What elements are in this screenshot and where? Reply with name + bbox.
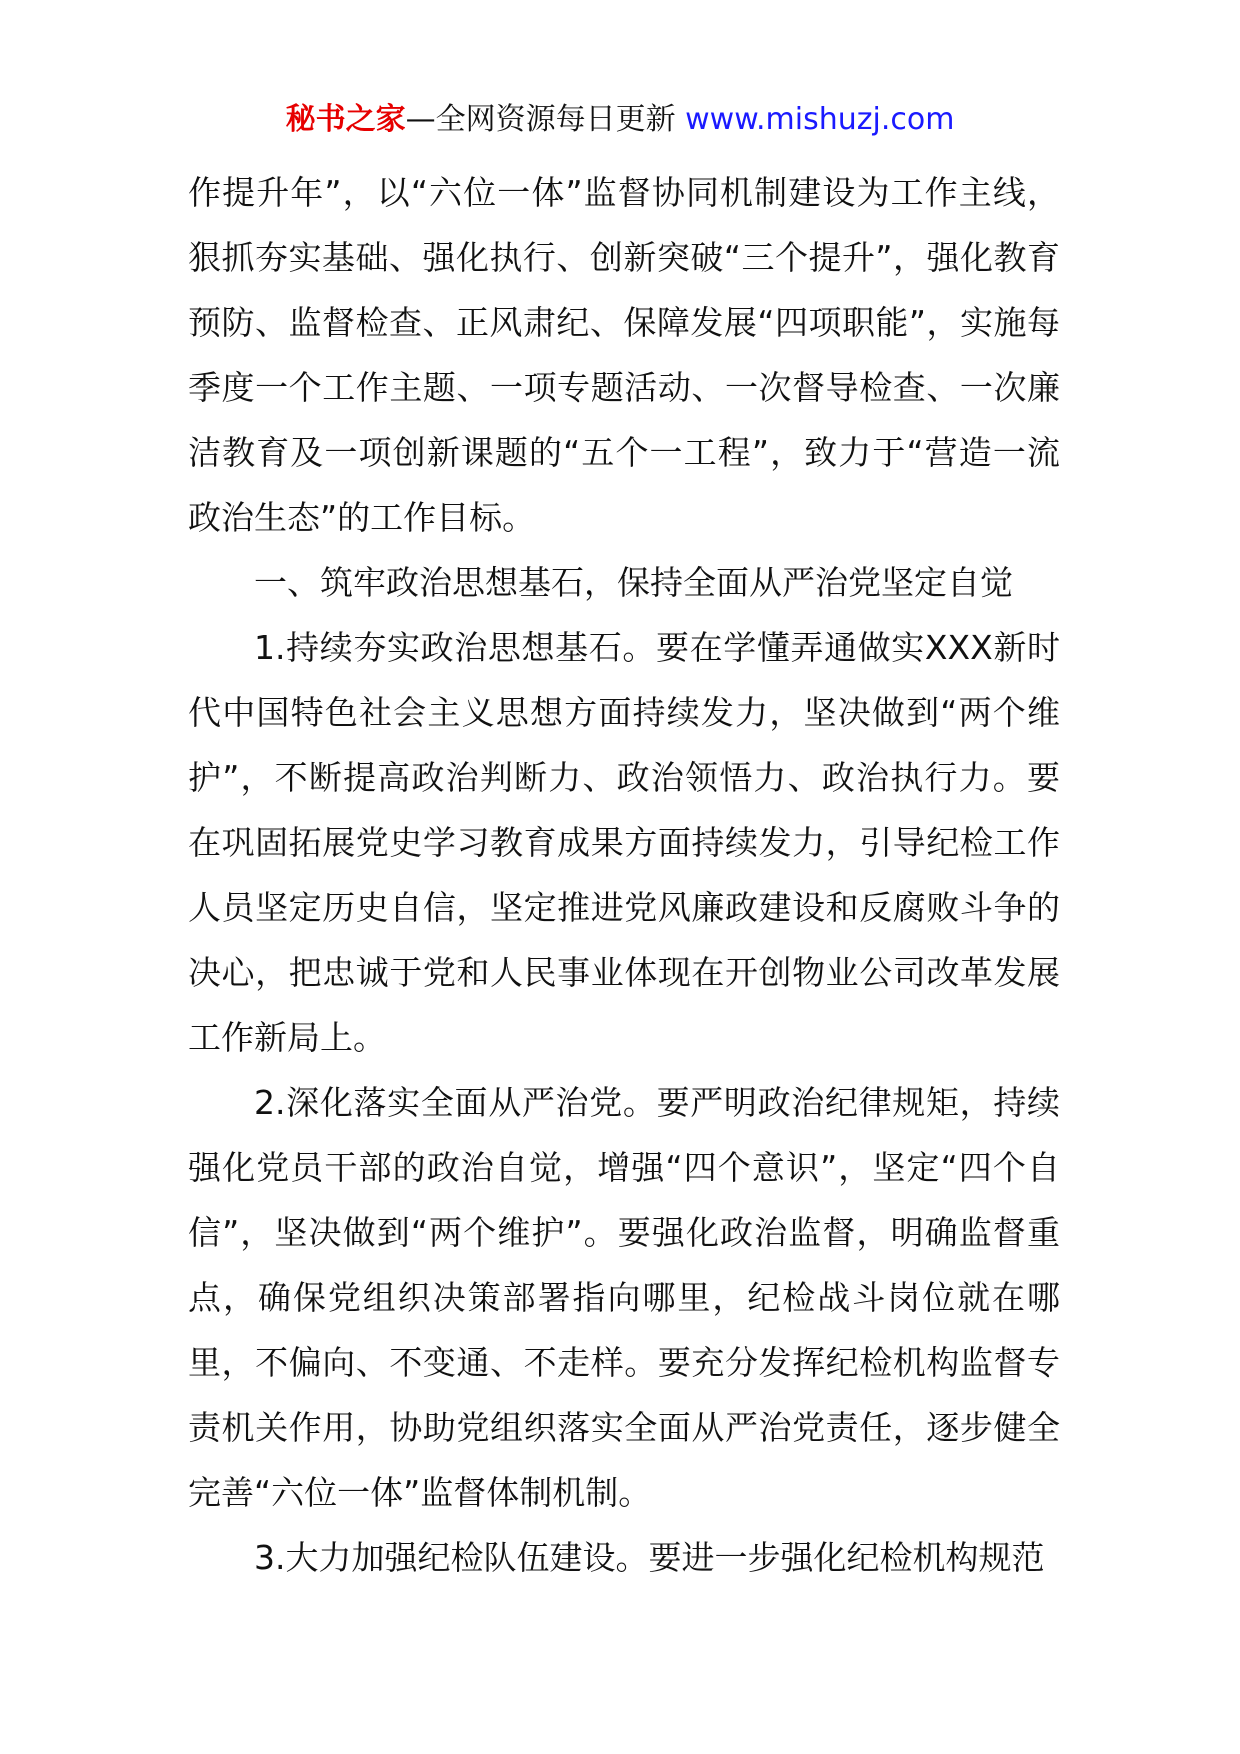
document-body [188, 160, 1060, 1590]
brand-name: 秘书之家 [285, 102, 406, 137]
paragraph-item-3: 3.大力加强纪检队伍建设。要进一步强化纪检机构规范 [254, 1538, 1045, 1577]
paragraph-item-2: 2.深化落实全面从严治党。要严明政治纪律规矩，持续强化党员干部的政治自觉，增强“四个意识”，坚定“四个自信”，坚决做到“两个维护”。要强化政治监督，明确监督重点，确保党组织决策部署指向哪里，纪检战斗岗位就在哪里，不偏向、不变通、不走样。要充分发挥纪检机构监督专责机关作用，协助党组织落实全面从严治党责任，逐步健全完善“六位一体”监督体制机制。 [188, 1083, 1060, 1512]
paragraph-item-1: 1.持续夯实政治思想基石。要在学懂弄通做实XXX新时代中国特色社会主义思想方面持续发力，坚决做到“两个维护”，不断提高政治判断力、政治领悟力、政治执行力。要在巩固拓展党史学习教育成果方面持续发力，引导纪检工作人员坚定历史自信，坚定推进党风廉政建设和反腐败斗争的决心，把忠诚于党和人民事业体现在开创物业公司改革发展工作新局上。 [188, 628, 1060, 1057]
website-link[interactable]: www.mishuzj.com [685, 102, 955, 137]
page-header [0, 100, 1240, 140]
section-heading-1: 一、筑牢政治思想基石，保持全面从严治党坚定自觉 [254, 563, 1013, 602]
paragraph-intro-continuation: 作提升年”，以“六位一体”监督协同机制建设为工作主线，狠抓夯实基础、强化执行、创新突破“三个提升”，强化教育预防、监督检查、正风肃纪、保障发展“四项职能”，实施每季度一个工作主题、一项专题活动、一次督导检查、一次廉洁教育及一项创新课题的“五个一工程”，致力于“营造一流政治生态”的工作目标。 [188, 173, 1060, 537]
header-tagline: —全网资源每日更新 [405, 102, 676, 137]
